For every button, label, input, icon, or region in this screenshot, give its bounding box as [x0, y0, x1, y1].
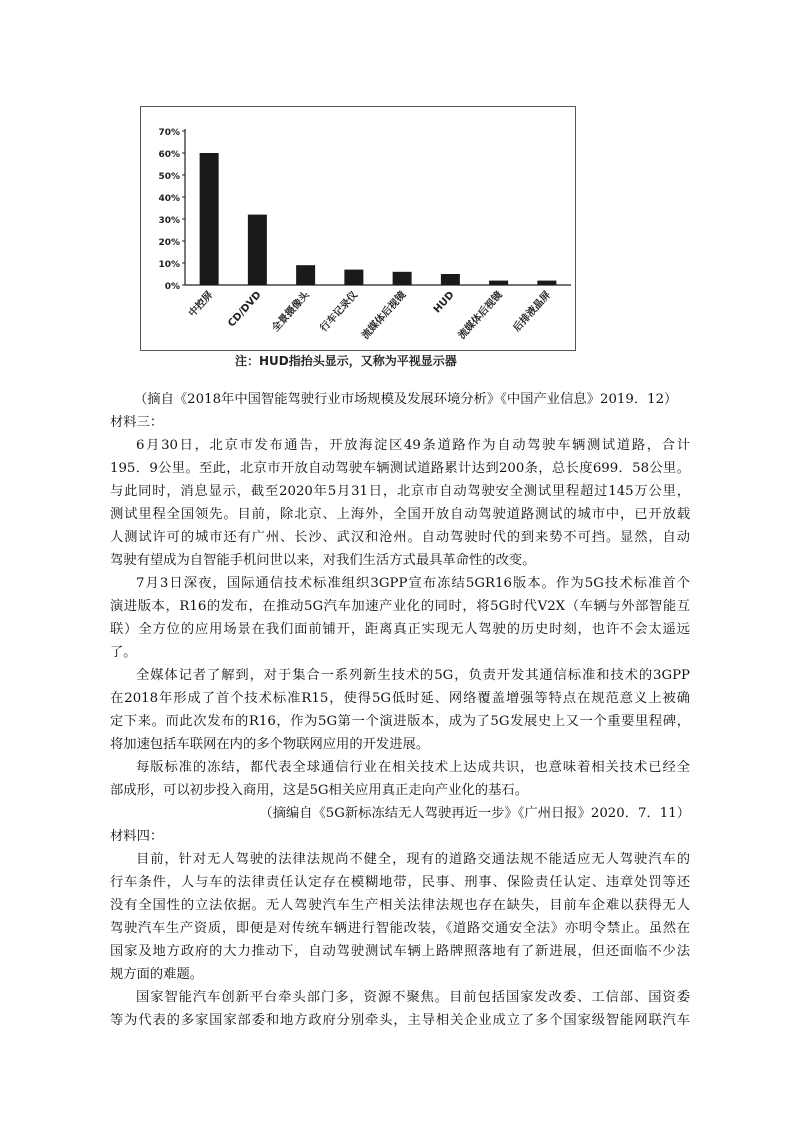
paragraph-line: 国家及地方政府的大力推动下，自动驾驶测试车辆上路牌照落地有了新进展，但还面临不少法 — [110, 944, 690, 959]
paragraph-line: 7月3日深夜，国际通信技术标准组织3GPP宣布冻结5GR16版本。作为5G技术标准首个 — [136, 576, 690, 591]
paragraph-line: 195．9公里。至此，北京市开放自动驾驶车辆测试道路累计达到200条，总长度699．58公里。 — [110, 461, 690, 476]
paragraph-line: 联）全方位的应用场景在我们面前铺开，距离真正实现无人驾驶的历史时刻，也许不会太遥远 — [110, 622, 690, 637]
bar — [344, 270, 363, 285]
paragraph-line: 演进版本，R16的发布，在推动5G汽车加速产业化的同时，将5G时代V2X（车辆与外部智能互 — [110, 599, 690, 614]
category-label: 全景摄像头 — [270, 289, 312, 335]
paragraph-line: 驾驶汽车生产资质，即便是对传统车辆进行智能改装，《道路交通安全法》亦明令禁止。虽然在 — [110, 921, 690, 936]
bar-chart — [140, 106, 576, 351]
paragraph-line: 没有全国性的立法依据。无人驾驶汽车生产相关法律法规也存在缺失，目前车企难以获得无人 — [110, 898, 690, 913]
paragraph-line: 目前，针对无人驾驶的法律法规尚不健全，现有的道路交通法规不能适应无人驾驶汽车的 — [136, 852, 690, 867]
paragraph-line: 等为代表的多家国家部委和地方政府分别牵头，主导相关企业成立了多个国家级智能网联汽车 — [110, 1013, 690, 1028]
paragraph-line: 行车条件，人与车的法律责任认定存在模糊地带，民事、刑事、保险责任认定、违章处罚等还 — [110, 875, 690, 890]
paragraph-line: 驾驶有望成为自智能手机问世以来，对我们生活方式最具革命性的改变。 — [110, 553, 536, 568]
bar — [248, 215, 267, 285]
source-citation-1: （摘自《2018年中国智能驾驶行业市场规模及发展环境分析》《中国产业信息》2019．12） — [134, 392, 678, 407]
paragraph-line: 将加速包括车联网在内的多个物联网应用的开发进展。 — [110, 737, 430, 752]
category-label: 流媒体后视镜 — [456, 289, 505, 342]
y-tick-label: 70% — [158, 128, 180, 138]
bar — [200, 153, 219, 285]
bar — [393, 272, 412, 285]
paragraph-line: 规方面的难题。 — [110, 967, 204, 982]
paragraph-line: 与此同时，消息显示，截至2020年5月31日，北京市自动驾驶安全测试里程超过145万公里， — [110, 484, 690, 499]
y-tick-label: 50% — [158, 172, 180, 182]
category-label: HUD — [431, 289, 457, 316]
paragraph-line: 全媒体记者了解到，对于集合一系列新生技术的5G，负责开发其通信标准和技术的3GPP — [136, 668, 690, 683]
paragraph-line: 每版标准的冻结，都代表全球通信行业在相关技术上达成共识，也意味着相关技术已经全 — [136, 760, 690, 775]
paragraph-line: 国家智能汽车创新平台牵头部门多，资源不聚焦。目前包括国家发改委、工信部、国资委 — [136, 990, 690, 1005]
bar — [441, 274, 460, 285]
y-tick-label: 10% — [158, 260, 180, 270]
paragraph-line: 部成形，可以初步投入商用，这是5G相关应用真正走向产业化的基石。 — [110, 783, 528, 798]
section-heading-3: 材料三： — [110, 415, 164, 430]
category-label: 中控屏 — [187, 289, 216, 320]
source-citation-2: （摘编自《5G新标冻结无人驾驶再近一步》《广州日报》2020．7．11） — [259, 806, 690, 821]
category-label: 行车记录仪 — [318, 289, 361, 335]
y-tick-label: 30% — [158, 216, 180, 226]
y-tick-label: 40% — [158, 194, 180, 204]
chart-svg — [141, 107, 577, 352]
category-label: 后排液晶屏 — [511, 289, 554, 335]
bar — [537, 281, 556, 285]
paragraph-line: 了。 — [110, 645, 137, 660]
paragraph-line: 测试里程全国领先。目前，除北京、上海外，全国开放自动驾驶道路测试的城市中，已开放载 — [110, 507, 690, 522]
paragraph-line: 在2018年形成了首个技术标准R15，使得5G低时延、网络覆盖增强等特点在规范意义上被确 — [110, 691, 690, 706]
category-label: CD/DVD — [226, 289, 264, 330]
bar — [296, 265, 315, 285]
y-tick-label: 20% — [158, 238, 180, 248]
paragraph-line: 6月30日，北京市发布通告，开放海淀区49条道路作为自动驾驶车辆测试道路，合计 — [136, 438, 690, 453]
paragraph-line: 定下来。而此次发布的R16，作为5G第一个演进版本，成为了5G发展史上又一个重要里程碑， — [110, 714, 690, 729]
category-label: 流媒体后视镜 — [360, 289, 409, 342]
chart-note: 注：HUD指抬头显示，又称为平视显示器 — [235, 354, 457, 368]
y-tick-label: 0% — [164, 282, 180, 292]
paragraph-line: 人测试许可的城市还有广州、长沙、武汉和沧州。自动驾驶时代的到来势不可挡。显然，自动 — [110, 530, 690, 545]
bar — [489, 281, 508, 285]
y-tick-label: 60% — [158, 150, 180, 160]
section-heading-4: 材料四： — [110, 829, 164, 844]
